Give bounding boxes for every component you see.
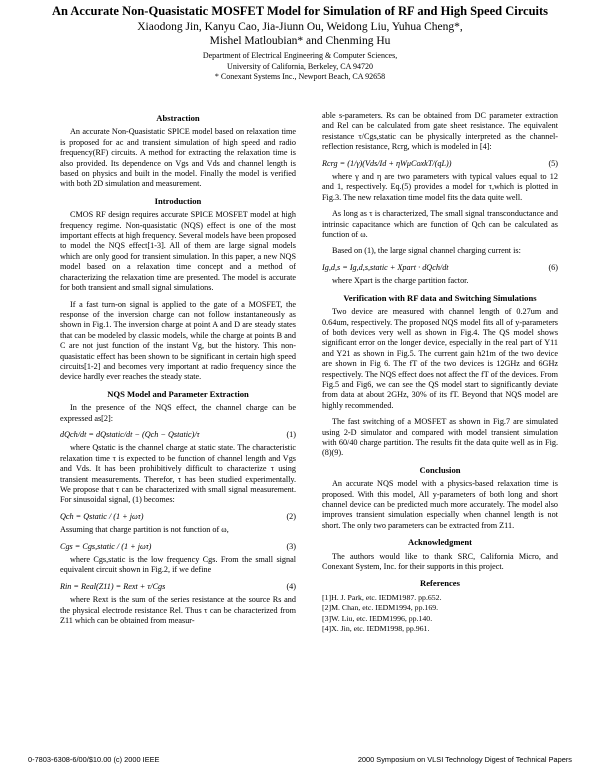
affiliations [0,51,600,83]
references-heading: References [420,578,460,589]
right-paragraph-1: able s-parameters. Rs can be obtained from DC parameter extraction and Rel can be calculated from gate sheet resistance. The equivalent resistance τ/Cgs,static can be physically interpreted as the channel-reflection resistance, Rcrg, which is modeled in [4]: [322,111,558,152]
authors-line-2: Mishel Matloubian* and Chenming Hu [209,35,391,47]
nqs-model-heading: NQS Model and Parameter Extraction [107,388,249,399]
acknowledgment-heading: Acknowledgment [408,537,472,548]
equation-2 [60,512,296,522]
verification-paragraph-1: Two device are measured with channel length of 0.27um and 0.64um, respectively. The proposed NQS model fits all of y-parameters of both devices very well as shown in Fig.4. The QS model shows significant error on the longer device, especially in the real part of Y11 and Y21 as shown in Fig.5. The current gain h21m of the two device are shown in Fig 6. The fT of the two devices is 12GHz and 6GHz respectively. The NQS effect does not affect the fT of the devices. From Fig.5 and Fig6, we can see the QS model start to significantly deviate from data at about 2GHz, 30% of its fT. Beyond that NQS model are highly recommended. [322,307,558,410]
nqs-paragraph-4: where Cgs,static is the low frequency Cgs. From the small signal equivalent circuit shown in Fig.2, if we define [60,555,296,575]
equation-4 [60,582,296,592]
right-paragraph-3: As long as τ is characterized, The small signal transconductance and intrinsic capacitance which are function of Qch can be calculated as function of ω. [322,209,558,240]
conclusion-paragraph: An accurate NQS model with a physics-based relaxation time is proposed. With this model, All y-parameters of both long and short channel device can be predicted much more accurately. The model also improves transient simulation especially when channel length is not short. The only two parameters can be extracted from Z11. [322,479,558,530]
right-paragraph-2: where γ and η are two parameters with typical values equal to 12 and 1, respectively. Eq.(5) provides a model for τ,which is plotted in Fig.3. The new relaxation time model fits the data quite well. [322,172,558,202]
nqs-paragraph-3: Assuming that charge partition is not function of ω, [60,525,229,535]
equation-6 [322,263,558,273]
right-paragraph-5: where Xpart is the charge partition factor. [332,276,469,286]
equation-5-number: (5) [548,158,558,168]
author-list [0,20,600,48]
footer-copyright: 0-7803-6308-6/00/$10.00 (c) 2000 IEEE [28,755,160,764]
nqs-paragraph-1: In the presence of the NQS effect, the channel charge can be expressed as[2]: [60,403,296,423]
right-column [322,111,558,635]
authors-line-1: Xiaodong Jin, Kanyu Cao, Jia-Jiunn Ou, Weidong Liu, Yuhua Cheng*, [137,21,463,33]
verification-paragraph-2: The fast switching of a MOSFET as shown in Fig.7 are simulated using 2-D simulator and compared with model transient simulation with 60/40 charge partition. The results fit the data quite well as in Fig.(8)(9). [322,417,558,458]
equation-5-body: Rcrg = (1/γ)(Vds/Id + ηWμCoxkT/(qL)) [322,158,452,168]
left-column [60,111,296,632]
reference-item: [4]X. Jin, etc. IEDM1998, pp.961. [322,624,430,634]
acknowledgment-paragraph: The authors would like to thank SRC, California Micro, and Conexant System, Inc. for their supports in this project. [322,551,558,572]
reference-list [322,593,558,635]
equation-1 [60,430,296,440]
conclusion-heading: Conclusion [419,464,461,475]
equation-6-body: Ig,d,s = Ig,d,s,static + Xpart · dQch/dt [322,262,449,272]
nqs-paragraph-2: where Qstatic is the channel charge at static state. The characteristic relaxation time τ is expected to be function of channel length and Vgs and Vds. It has been prohibitively difficult to characterize τ using transient measurements. Therefor, τ has been studied experimentally. We propose that τ can be characterized with small signal measurement. For sinusoidal signal, (1) becomes: [60,443,296,505]
affiliation-line-2: University of California, Berkeley, CA 94720 [227,61,373,71]
equation-1-number: (1) [286,429,296,439]
reference-item: [1]H. J. Park, etc. IEDM1987. pp.652. [322,592,442,602]
equation-5 [322,159,558,169]
equation-3-body: Cgs = Cgs,static / (1 + jωτ) [60,541,152,551]
introduction-heading: Introduction [154,195,202,206]
equation-4-number: (4) [286,581,296,591]
affiliation-line-1: Department of Electrical Engineering & Computer Sciences, [202,51,398,60]
reference-item: [2]M. Chan, etc. IEDM1994, pp.169. [322,603,439,613]
footer-venue: 2000 Symposium on VLSI Technology Digest of Technical Papers [357,755,572,764]
verification-heading: Verification with RF data and Switching Simulations [343,292,537,303]
abstract-text: An accurate Non-Quasistatic SPICE model based on relaxation time is proposed for ac and transient simulation of high speed and radio frequency(RF) circuits. A method for extracting the relaxation time is also provided. Its dependence on Vgs and Vds and channel length is based on physics and built in the model. Finally the model is verified with both 2D simulation and measurement. [60,127,296,189]
intro-paragraph-2: If a fast turn-on signal is applied to the gate of a MOSFET, the response of the inversion charge can not follow instantaneously as shown in Fig.1. The inversion charge at point A and D are steady states that can be modeled by classic models, while the charge at points B and C are not just function of the instant Vg, but the history. This non-quasistatic effect has been shown to be significant in certain high speed circuits[1-2] and becomes very important at radio frequency since the device hardly ever reaches the steady state. [60,299,296,382]
paper-title: An Accurate Non-Quasistatic MOSFET Model for Simulation of RF and High Speed Circuits [51,4,549,18]
right-paragraph-4: Based on (1), the large signal channel charging current is: [332,246,521,256]
equation-3 [60,542,296,552]
equation-2-number: (2) [286,511,296,521]
equation-2-body: Qch = Qstatic / (1 + jωτ) [60,511,144,521]
equation-4-body: Rin = Real(Z11) = Rext + τ/Cgs [60,581,166,591]
intro-paragraph-1: CMOS RF design requires accurate SPICE MOSFET model at high frequency regime. Non-quasistatic (NQS) effect is one of the most important effects at high frequency. Several models have been proposed to model the NQS effect[1-3]. All of them are large signal models which are only good for transient simulation. In this paper, a new NQS model based on a relaxation time concept and a method of characterizing the relaxation time are presented. The model is accurate for both transient and small signal simulations. [60,210,296,293]
nqs-paragraph-5: where Rext is the sum of the series resistance at the source Rs and the physical electrode resistance Rel. Thus τ can be characterized from Z11 which can be obtained from measur- [60,595,296,626]
abstract-heading: Abstraction [156,113,200,123]
equation-1-body: dQch/dt = dQstatic/dt − (Qch − Qstatic)/τ [60,429,200,439]
affiliation-line-3: * Conexant Systems Inc., Newport Beach, CA 92658 [214,72,386,81]
reference-item: [3]W. Liu, etc. IEDM1996, pp.140. [322,613,433,623]
equation-6-number: (6) [548,262,558,272]
equation-3-number: (3) [286,541,296,551]
